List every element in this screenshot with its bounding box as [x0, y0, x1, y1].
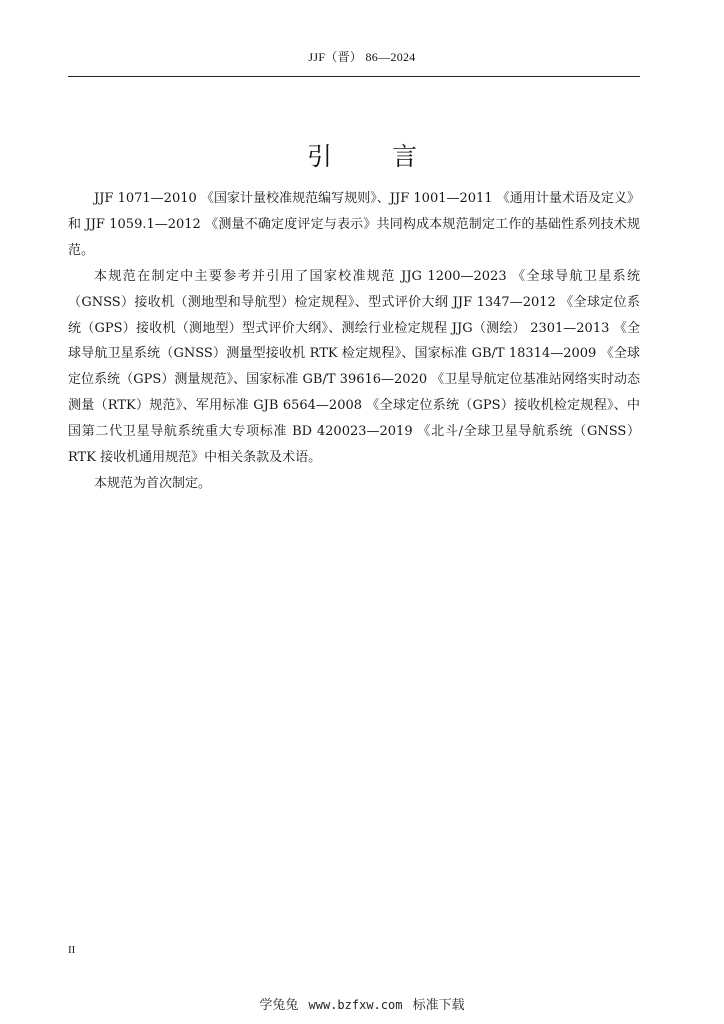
page-header: JJF（晋） 86—2024	[308, 50, 416, 64]
paragraph-2: 本规范在制定中主要参考并引用了国家校准规范 JJG 1200—2023 《全球导航卫星系统（GNSS）接收机（测地型和导航型）检定规程》、型式评价大纲 JJF 1347—2012 《全球定位系统（GPS）接收机（测地型）型式评价大纲》、测绘行业检定规程 JJG（测绘） 2301—2013 《全球导航卫星系统（GNSS）测量型接收机 RTK 检定规程》、国家标准 GB/T 18314—2009 《全球定位系统（GPS）测量规范》、国家标准 GB/T 39616—2020 《卫星导航定位基准站网络实时动态测量（RTK）规范》、军用标准 GJB 6564—2008 《全球定位系统（GPS）接收机检定规程》、中国第二代卫星导航系统重大专项标准 BD 420023—2019 《北斗/全球卫星导航系统（GNSS）RTK 接收机通用规范》中相关条款及术语。	[68, 268, 640, 466]
paragraph-1: JJF 1071—2010 《国家计量校准规范编写规则》、JJF 1001—2011 《通用计量术语及定义》和 JJF 1059.1—2012 《测量不确定度评定与表示》共同构成本规范制定工作的基础性系列技术规范。	[68, 191, 640, 258]
paragraph-3: 本规范为首次制定。	[94, 475, 212, 491]
footer-url-link[interactable]: www.bzfxw.com	[308, 998, 403, 1012]
body-text	[68, 186, 640, 497]
header-rule	[68, 76, 640, 77]
footer-tagline: 标准下载	[412, 998, 465, 1013]
footer-site-name: 学兔兔	[259, 998, 299, 1013]
page-number: II	[68, 944, 76, 956]
footer-watermark	[0, 994, 724, 1013]
page-title: 引言	[306, 141, 477, 171]
